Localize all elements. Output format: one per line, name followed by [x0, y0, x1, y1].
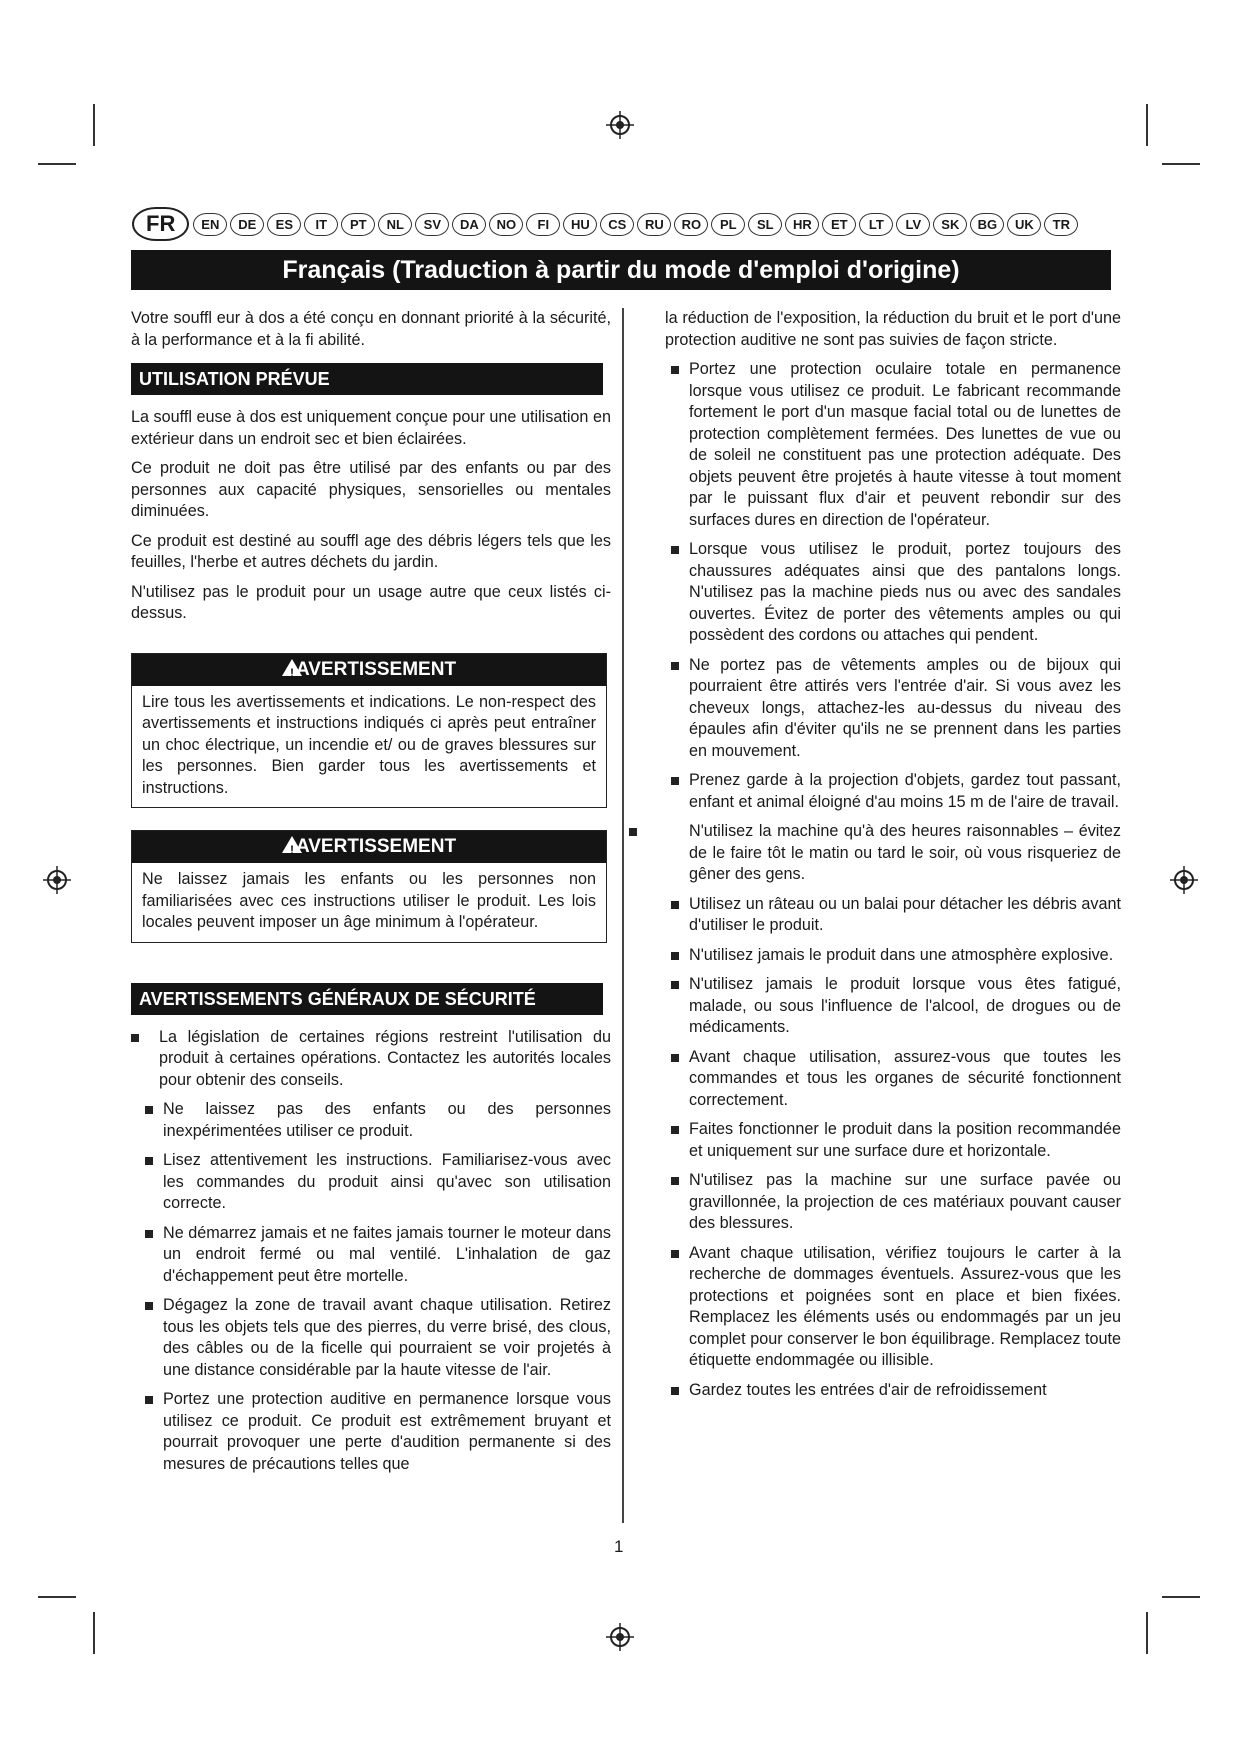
registration-mark-icon — [43, 866, 71, 894]
language-tag: CS — [600, 213, 634, 236]
list-item — [657, 974, 1121, 1039]
warning-box — [131, 830, 607, 943]
language-tag: SK — [933, 213, 967, 236]
crop-mark — [93, 1612, 95, 1654]
bullet-icon — [671, 366, 679, 374]
list-item — [657, 1243, 1121, 1372]
bullet-icon — [145, 1396, 153, 1404]
warning-heading-text: AVERTISSEMENT — [295, 836, 457, 857]
continuation-paragraph: la réduction de l'exposition, la réduction du bruit et le port d'une protection auditive ne sont pas suivies de façon stricte. — [665, 309, 1121, 349]
language-tag: ET — [822, 213, 856, 236]
crop-mark — [93, 104, 95, 146]
language-tag: DE — [230, 213, 264, 236]
page-title: Français (Traduction à partir du mode d'emploi d'origine) — [131, 250, 1111, 290]
warning-box — [131, 653, 607, 809]
warning-body — [132, 686, 606, 808]
language-tag: RU — [637, 213, 671, 236]
bullet-icon — [671, 1387, 679, 1395]
bullet-icon — [671, 952, 679, 960]
list-item — [657, 945, 1121, 967]
list-item-text: Lisez attentivement les instructions. Familiarisez-vous avec les commandes du produit ainsi qu'avec son utilisation correcte. — [163, 1151, 611, 1212]
language-tag: LT — [859, 213, 893, 236]
bullet-icon — [671, 1126, 679, 1134]
list-item — [629, 821, 1121, 886]
list-item-text: Lorsque vous utilisez le produit, portez toujours des chaussures adéquates ainsi que des pantalons longs. N'utilisez pas la machine pieds nus ou avec des sandales ouvertes. Évitez de porter des vêtements amples ou qui possèdent des cordons ou attaches qui pendent. — [689, 540, 1121, 644]
language-tag: NO — [489, 213, 523, 236]
warning-body — [132, 863, 606, 942]
language-bar — [132, 206, 1112, 242]
list-item — [131, 1295, 611, 1381]
list-item-text: Ne démarrez jamais et ne faites jamais tourner le moteur dans un endroit fermé ou mal ventilé. L'inhalation de gaz d'échappement peut être mortelle. — [163, 1223, 611, 1285]
bullet-icon — [671, 546, 679, 554]
list-item — [657, 1170, 1121, 1235]
crop-mark — [38, 1596, 76, 1598]
registration-mark-icon — [606, 111, 634, 139]
language-tag: RO — [674, 213, 708, 236]
bullet-icon — [131, 1034, 139, 1042]
language-tag: PL — [711, 213, 745, 236]
list-item — [657, 359, 1121, 531]
list-item — [131, 1099, 611, 1142]
list-item-text: Prenez garde à la projection d'objets, gardez tout passant, enfant et animal éloigné d'au moins 15 m de l'aire de travail. — [689, 771, 1121, 811]
registration-mark-icon — [1170, 866, 1198, 894]
page-number: 1 — [614, 1537, 624, 1556]
language-tag: LV — [896, 213, 930, 236]
paragraph: Ce produit ne doit pas être utilisé par des enfants ou par des personnes aux capacité physiques, sensorielles ou mentales diminuées. — [131, 459, 611, 520]
crop-mark — [1162, 163, 1200, 165]
list-item — [657, 894, 1121, 937]
bullet-icon — [671, 1054, 679, 1062]
language-tag: HR — [785, 213, 819, 236]
language-tag: IT — [304, 213, 338, 236]
list-item — [131, 1389, 611, 1475]
section-heading-general-safety: AVERTISSEMENTS GÉNÉRAUX DE SÉCURITÉ — [131, 983, 603, 1015]
language-tag: SL — [748, 213, 782, 236]
list-item — [657, 1380, 1121, 1402]
bullet-icon — [629, 828, 637, 836]
paragraph: N'utilisez pas le produit pour un usage autre que ceux listés ci-dessus. — [131, 582, 611, 622]
bullet-icon — [671, 901, 679, 909]
warning-triangle-icon — [282, 659, 302, 676]
section-heading-intended-use: UTILISATION PRÉVUE — [131, 363, 603, 395]
language-tag: SV — [415, 213, 449, 236]
crop-mark — [38, 163, 76, 165]
crop-mark — [1146, 104, 1148, 146]
list-item — [657, 539, 1121, 647]
list-item-text: N'utilisez jamais le produit dans une atmosphère explosive. — [689, 945, 1114, 964]
list-item-text: N'utilisez jamais le produit lorsque vous êtes fatigué, malade, ou sous l'influence de l'alcool, de drogues ou de médicaments. — [689, 975, 1121, 1036]
list-item — [657, 1119, 1121, 1162]
list-item-text: N'utilisez pas la machine sur une surface pavée ou gravillonnée, la projection de ces matériaux pouvant causer des blessures. — [689, 1171, 1121, 1232]
language-tag: UK — [1007, 213, 1041, 236]
intro-paragraph: Votre souffl eur à dos a été conçu en donnant priorité à la sécurité, à la performance et à la fi abilité. — [131, 309, 611, 349]
paragraph: La souffl euse à dos est uniquement conçue pour une utilisation en extérieur dans un endroit sec et bien éclairées. — [131, 408, 611, 448]
list-item — [131, 1223, 611, 1288]
list-item — [657, 770, 1121, 813]
left-column — [131, 308, 611, 1483]
paragraph: Ce produit est destiné au souffl age des débris légers tels que les feuilles, l'herbe et autres déchets du jardin. — [131, 531, 611, 571]
language-tag: ES — [267, 213, 301, 236]
language-tag: DA — [452, 213, 486, 236]
list-item — [657, 1047, 1121, 1112]
list-item-text: La législation de certaines régions restreint l'utilisation du produit à certaines opérations. Contactez les autorités locales pour obtenir des conseils. — [159, 1027, 611, 1089]
list-item-text: Portez une protection auditive en permanence lorsque vous utilisez ce produit. Ce produit est extrêmement bruyant et pourrait provoquer une perte d'audition permanente si des mesures de précautions telles que — [163, 1390, 611, 1473]
list-item — [131, 1150, 611, 1215]
bullet-icon — [671, 1250, 679, 1258]
language-tag: NL — [378, 213, 412, 236]
bullet-icon — [671, 981, 679, 989]
bullet-icon — [671, 1177, 679, 1185]
bullet-icon — [145, 1302, 153, 1310]
bullet-icon — [145, 1106, 153, 1114]
language-tag: EN — [193, 213, 227, 236]
warning-heading — [132, 831, 606, 863]
bullet-icon — [671, 662, 679, 670]
language-tag: FI — [526, 213, 560, 236]
bullet-icon — [671, 777, 679, 785]
list-item-text: Portez une protection oculaire totale en permanence lorsque vous utilisez ce produit. Le fabricant recommande fortement le port d'un masque facial total ou de lunettes de protection complètement fermées. Des lunettes de vue ou de soleil ne constituent pas une protection adéquate. Des objets peuvent être projetés à haute vitesse à tout moment par le puissant flux d'air et peuvent rebondir sur des surfaces dures en direction de l'opérateur. — [689, 360, 1121, 529]
right-column — [657, 308, 1121, 1409]
bullet-icon — [145, 1157, 153, 1165]
column-divider — [622, 308, 624, 1523]
warning-heading — [132, 654, 606, 686]
language-current: FR — [132, 207, 189, 241]
warning-heading-text: AVERTISSEMENT — [295, 658, 457, 680]
registration-mark-icon — [606, 1623, 634, 1651]
list-item-text: Utilisez un râteau ou un balai pour détacher les débris avant d'utiliser le produit. — [689, 894, 1121, 934]
language-tag: BG — [970, 213, 1004, 236]
list-item-text: Faites fonctionner le produit dans la position recommandée et uniquement sur une surface dure et horizontale. — [689, 1120, 1121, 1160]
warning-text: Ne laissez jamais les enfants ou les personnes non familiarisées avec ces instructions utiliser le produit. Les lois locales peuvent imposer un âge minimum à l'opérateur. — [142, 870, 596, 931]
list-item-text: N'utilisez la machine qu'à des heures raisonnables – évitez de le faire tôt le matin ou tard le soir, où vous risqueriez de gêner des gens. — [689, 822, 1121, 883]
list-item-text: Ne portez pas de vêtements amples ou de bijoux qui pourraient être attirés vers l'entrée d'air. Si vous avez les cheveux longs, attachez-les au-dessus du niveau des épaules afin d'éviter qu'ils ne se prennent dans les parties en mouvement. — [689, 655, 1121, 760]
list-item — [131, 1027, 611, 1092]
list-item-text: Avant chaque utilisation, assurez-vous que toutes les commandes et tous les organes de sécurité fonctionnent correctement. — [689, 1047, 1121, 1109]
list-item — [657, 655, 1121, 763]
language-tag: HU — [563, 213, 597, 236]
list-item-text: Gardez toutes les entrées d'air de refroidissement — [689, 1380, 1047, 1399]
crop-mark — [1162, 1596, 1200, 1598]
list-item-text: Ne laissez pas des enfants ou des personnes inexpérimentées utiliser ce produit. — [163, 1100, 611, 1140]
bullet-icon — [145, 1230, 153, 1238]
list-item-text: Dégagez la zone de travail avant chaque utilisation. Retirez tous les objets tels que des pierres, du verre brisé, des clous, des câbles ou de la ficelle qui pourraient se voir projetés à une distance considérable par la haute vitesse de l'air. — [163, 1296, 611, 1379]
warning-text: Lire tous les avertissements et indications. Le non-respect des avertissements et instructions indiqués ci après peut entraîner un choc électrique, un incendie et/ ou de graves blessures sur les personnes. Bien garder tous les avertissements et instructions. — [142, 692, 596, 797]
list-item-text: Avant chaque utilisation, vérifiez toujours le carter à la recherche de dommages éventuels. Assurez-vous que les protections et poignées sont en place et bien fixées. Remplacez les éléments usés ou endommagés par un jeu complet pour conserver le bon équilibrage. Remplacez toute étiquette endommagée ou illisible. — [689, 1243, 1121, 1369]
crop-mark — [1146, 1612, 1148, 1654]
language-tag: PT — [341, 213, 375, 236]
language-tag: TR — [1044, 213, 1078, 236]
warning-triangle-icon — [282, 836, 302, 853]
